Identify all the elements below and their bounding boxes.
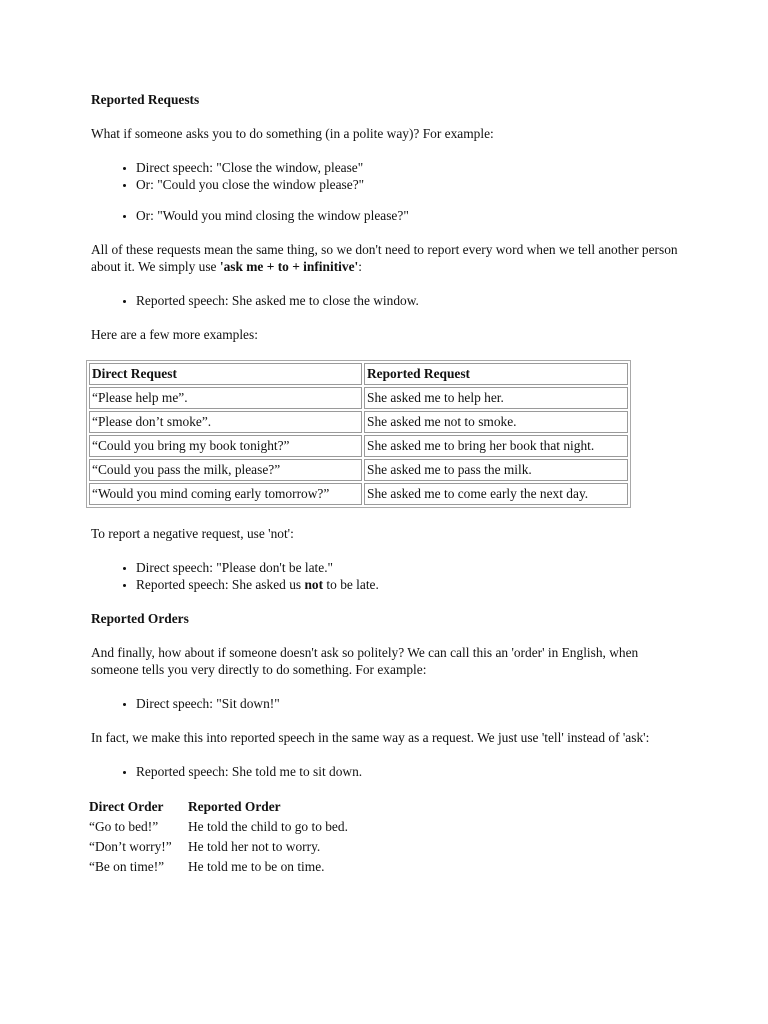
list-item: • Reported speech: She asked me to close the window.: [136, 292, 681, 309]
explanation-colon: :: [358, 259, 362, 274]
table-cell: She asked me to bring her book that night.: [364, 435, 628, 457]
table-row: [89, 387, 628, 409]
table-header-cell: Direct Order: [89, 799, 164, 814]
table-header-cell: Reported Request: [364, 363, 628, 385]
table-header-row: [89, 363, 628, 385]
explanation-formula: 'ask me + to + infinitive': [219, 259, 359, 274]
table-row: [89, 459, 628, 481]
list-item: • Direct speech: "Sit down!": [136, 695, 681, 712]
reported-requests-heading: Reported Requests: [91, 92, 200, 107]
table-cell: She asked me not to smoke.: [364, 411, 628, 433]
document-page: [91, 91, 681, 877]
orders-intro: And finally, how about if someone doesn't ask so politely? We can call this an 'order' in English, when someone tells you very directly to do something. For example:: [91, 645, 639, 677]
table-row: [88, 817, 351, 837]
table-cell: “Don’t worry!”: [89, 839, 172, 854]
list-item: • Or: "Could you close the window please?": [136, 176, 681, 193]
negative-not-word: not: [304, 577, 324, 592]
table-cell: “Please help me”.: [89, 387, 362, 409]
table-cell: “Could you bring my book tonight?”: [89, 435, 362, 457]
example-list-2: [91, 207, 681, 224]
reported-example-list: [91, 292, 681, 309]
table-cell: “Would you mind coming early tomorrow?”: [89, 483, 362, 505]
table-cell: “Go to bed!”: [89, 819, 159, 834]
table-cell: She asked me to pass the milk.: [364, 459, 628, 481]
more-examples-text: Here are a few more examples:: [91, 327, 258, 342]
negative-reported-end: to be late.: [323, 577, 379, 592]
table-row: [88, 857, 351, 877]
table-cell: “Could you pass the milk, please?”: [89, 459, 362, 481]
list-item: • Reported speech: She told me to sit down.: [136, 763, 681, 780]
table-cell: “Be on time!”: [89, 859, 165, 874]
table-row: [88, 837, 351, 857]
table-cell: She asked me to come early the next day.: [364, 483, 628, 505]
list-item: • Direct speech: "Please don't be late.": [136, 559, 681, 576]
table-row: [89, 435, 628, 457]
example-list: [91, 159, 681, 193]
table-row: [89, 483, 628, 505]
reported-orders-heading: Reported Orders: [91, 611, 189, 626]
table-header-cell: Direct Request: [89, 363, 362, 385]
table-cell: He told the child to go to bed.: [188, 819, 348, 834]
list-item: • Or: "Would you mind closing the window please?": [136, 207, 681, 224]
table-cell: “Please don’t smoke”.: [89, 411, 362, 433]
list-item: • Direct speech: "Close the window, please": [136, 159, 681, 176]
table-header-cell: Reported Order: [188, 799, 281, 814]
orders-table: [88, 797, 351, 877]
table-cell: He told me to be on time.: [188, 859, 325, 874]
order-direct-list: [91, 695, 681, 712]
requests-intro: What if someone asks you to do something (in a polite way)? For example:: [91, 126, 494, 141]
table-cell: He told her not to worry.: [188, 839, 321, 854]
negative-example-list: [91, 559, 681, 593]
order-reported-list: [91, 763, 681, 780]
orders-explanation: In fact, we make this into reported speech in the same way as a request. We just use 'tell' instead of 'ask':: [91, 730, 650, 745]
requests-table: [86, 360, 631, 508]
list-item: [136, 576, 681, 593]
negative-reported-text: Reported speech: She asked us: [136, 577, 305, 592]
table-header-row: [88, 797, 351, 817]
explanation-text: All of these requests mean the same thing, so we don't need to report every word when we tell another person about it. We simply use: [91, 242, 678, 274]
requests-explanation: [91, 241, 681, 275]
table-cell: She asked me to help her.: [364, 387, 628, 409]
table-row: [89, 411, 628, 433]
negative-request-intro: To report a negative request, use 'not':: [91, 526, 294, 541]
